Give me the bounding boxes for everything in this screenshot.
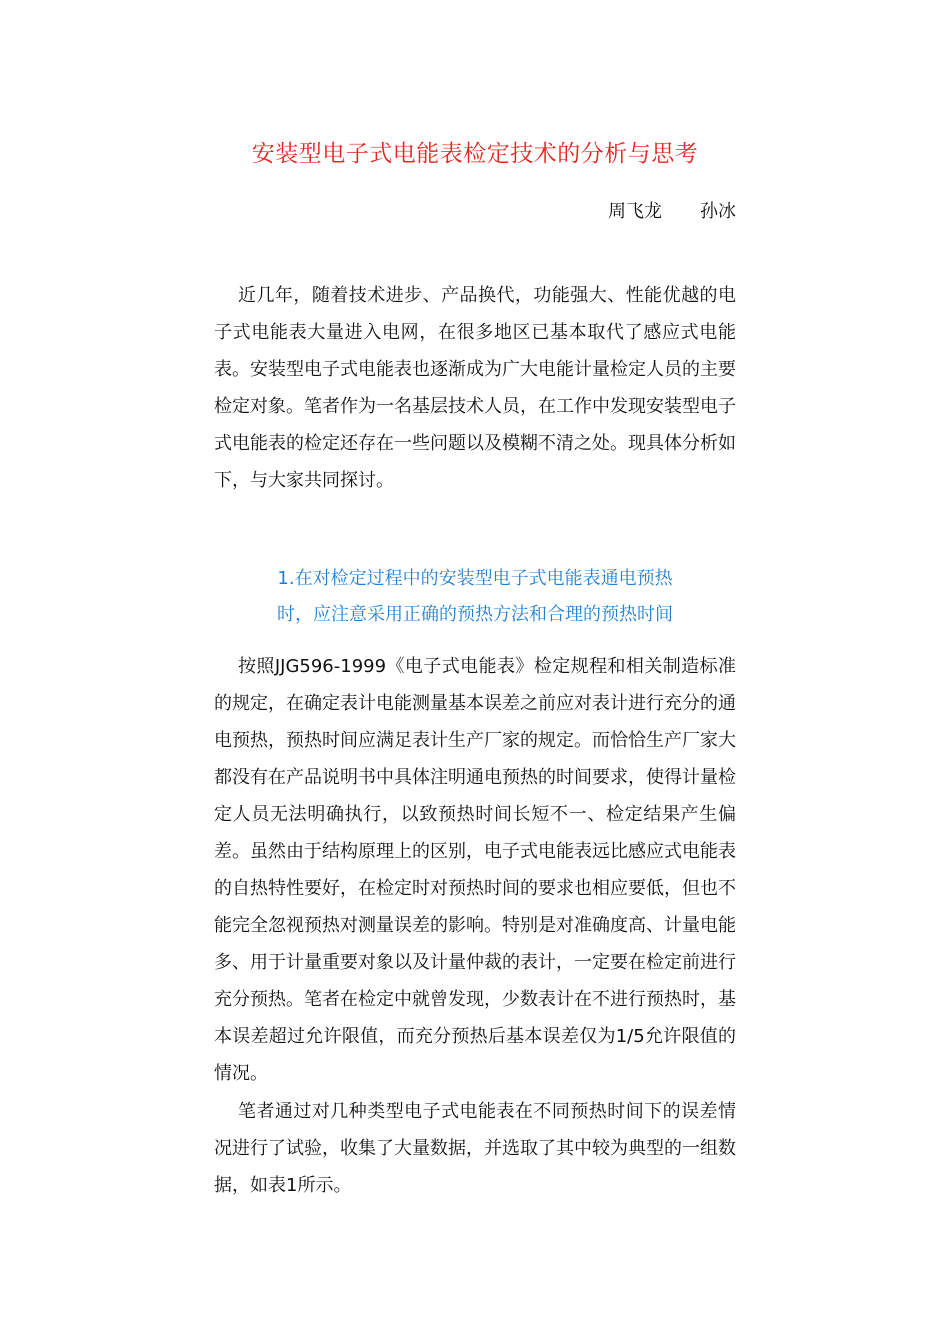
section-heading-line: 1.在对检定过程中的安装型电子式电能表通电预热 <box>277 568 673 589</box>
body-paragraph: 笔者通过对几种类型电子式电能表在不同预热时间下的误差情况进行了试验，收集了大量数据，并选取了其中较为典型的一组数据，如表1所示。 <box>214 1101 736 1196</box>
section-heading <box>214 561 736 633</box>
section-heading-line: 时，应注意采用正确的预热方法和合理的预热时间 <box>277 604 673 625</box>
author-name: 孙冰 <box>700 201 736 222</box>
author-line <box>608 197 736 227</box>
intro-paragraph: 近几年，随着技术进步、产品换代，功能强大、性能优越的电子式电能表大量进入电网，在很多地区已基本取代了感应式电能表。安装型电子式电能表也逐渐成为广大电能计量检定人员的主要检定对象。笔者作为一名基层技术人员，在工作中发现安装型电子式电能表的检定还存在一些问题以及模糊不清之处。现具体分析如下，与大家共同探讨。 <box>214 285 736 491</box>
document-title: 安装型电子式电能表检定技术的分析与思考 <box>251 141 699 167</box>
body-paragraph: 按照JJG596-1999《电子式电能表》检定规程和相关制造标准的规定，在确定表计电能测量基本误差之前应对表计进行充分的通电预热，预热时间应满足表计生产厂家的规定。而恰恰生产厂家大都没有在产品说明书中具体注明通电预热的时间要求，使得计量检定人员无法明确执行，以致预热时间长短不一、检定结果产生偏差。虽然由于结构原理上的区别，电子式电能表远比感应式电能表的自热特性要好，在检定时对预热时间的要求也相应要低，但也不能完全忽视预热对测量误差的影响。特别是对准确度高、计量电能多、用于计量重要对象以及计量仲裁的表计，一定要在检定前进行充分预热。笔者在检定中就曾发现，少数表计在不进行预热时，基本误差超过允许限值，而充分预热后基本误差仅为1/5允许限值的情况。 <box>214 656 736 1084</box>
author-name: 周飞龙 <box>608 201 662 222</box>
